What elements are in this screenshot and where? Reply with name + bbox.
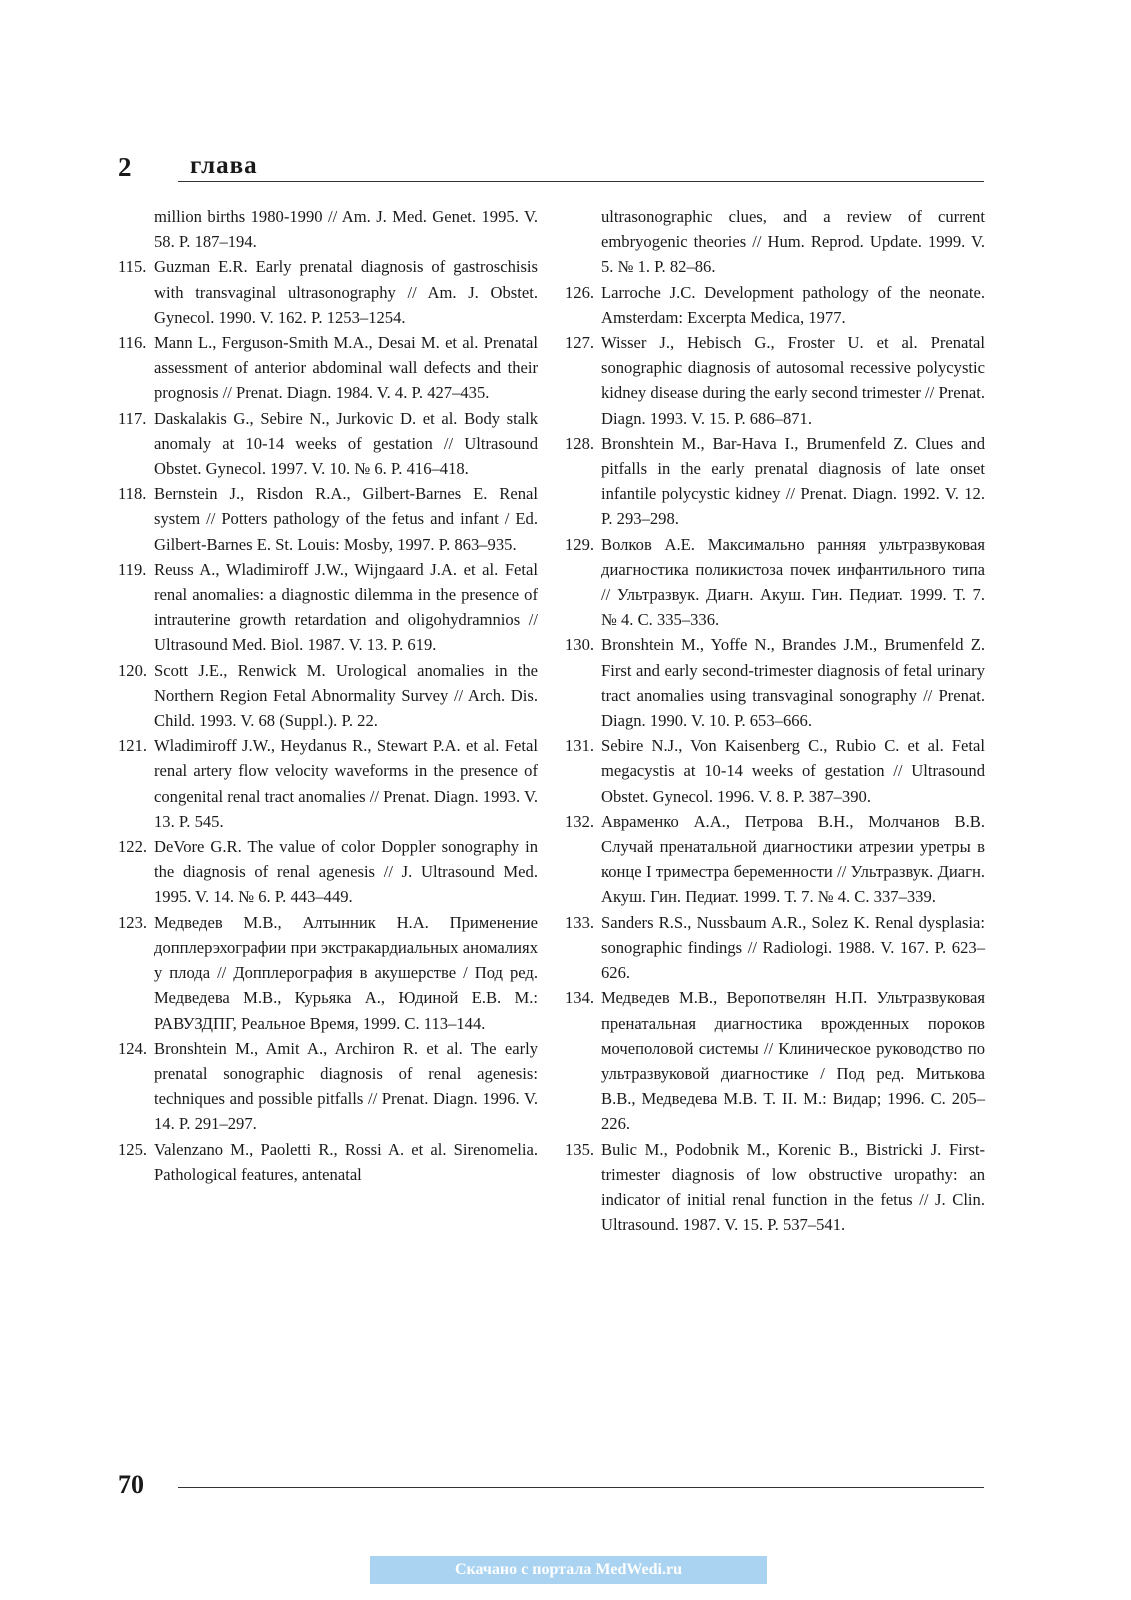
reference-text: DeVore G.R. The value of color Doppler sonography in the diagnosis of renal agenesis // J. Ultrasound Med. 1995. V. 14. № 6. P. 443–449. bbox=[154, 837, 538, 907]
reference-text: ultrasonographic clues, and a review of current embryogenic theories // Hum. Reprod. Update. 1999. V. 5. № 1. P. 82–86. bbox=[601, 207, 985, 277]
reference-text: Медведев М.В., Алтынник Н.А. Применение допплерэхографии при экстракардиальных аномалиях у плода // Допплерография в акушерстве / Под ред. Медведева М.В., Курьяка А., Юдиной Е.В. М.: РАВУЗДПГ, Реальное Время, 1999. С. 113–144. bbox=[154, 912, 538, 1033]
reference-text: Медведев М.В., Веропотвелян Н.П. Ультразвуковая пренатальная диагностика врожденных пороков мочеполовой системы // Клиническое руководство по ультразвуковой диагностике / Под ред. Митькова В.В., Медведева М.В. Т. II. М.: Видар; 1996. С. 205–226. bbox=[601, 988, 985, 1134]
reference-entry bbox=[118, 1036, 538, 1137]
reference-entry bbox=[118, 254, 538, 330]
reference-entry bbox=[118, 557, 538, 658]
reference-entry bbox=[565, 632, 985, 733]
reference-text: Bronshtein M., Amit A., Archiron R. et al. The early prenatal sonographic diagnosis of renal agenesis: techniques and possible pitfalls // Prenat. Diagn. 1996. V. 14. P. 291–297. bbox=[154, 1038, 538, 1134]
reference-number: 126. bbox=[565, 282, 595, 302]
reference-entry bbox=[118, 204, 538, 254]
reference-number: 120. bbox=[118, 660, 148, 680]
reference-entry bbox=[565, 985, 985, 1136]
reference-text: Волков А.Е. Максимально ранняя ультразвуковая диагностика поликистоза почек инфантильного типа // Ультразвук. Диагн. Акуш. Гин. Педиат. 1999. Т. 7. № 4. С. 335–336. bbox=[601, 534, 985, 630]
reference-number: 121. bbox=[118, 736, 148, 756]
reference-entry bbox=[118, 910, 538, 1036]
reference-text: Wladimiroff J.W., Heydanus R., Stewart P.A. et al. Fetal renal artery flow velocity waveforms in the presence of congenital renal tract anomalies // Prenat. Diagn. 1993. V. 13. P. 545. bbox=[154, 736, 538, 831]
reference-text: Larroche J.C. Development pathology of the neonate. Amsterdam: Excerpta Medica, 1977. bbox=[601, 282, 985, 327]
reference-text: Guzman E.R. Early prenatal diagnosis of gastroschisis with transvaginal ultrasonography // Am. J. Obstet. Gynecol. 1990. V. 162. P. 1253–1254. bbox=[154, 257, 538, 327]
header-rule bbox=[178, 181, 984, 182]
reference-text: Scott J.E., Renwick M. Urological anomalies in the Northern Region Fetal Abnormality Survey // Arch. Dis. Child. 1993. V. 68 (Suppl.). P. 22. bbox=[154, 660, 538, 731]
reference-entry bbox=[118, 330, 538, 406]
page-header bbox=[118, 152, 984, 186]
reference-entry bbox=[118, 1137, 538, 1187]
reference-text: Reuss A., Wladimiroff J.W., Wijngaard J.A. et al. Fetal renal anomalies: a diagnostic dilemma in the presence of intrauterine growth retardation and oligohydramnios // Ultrasound Med. Biol. 1987. V. 13. P. 619. bbox=[154, 559, 538, 655]
reference-number: 117. bbox=[118, 408, 147, 428]
reference-entry bbox=[565, 809, 985, 910]
page-number: 70 bbox=[118, 1470, 144, 1499]
reference-entry bbox=[118, 406, 538, 482]
reference-text: Авраменко А.А., Петрова В.Н., Молчанов В.В. Случай пренатальной диагностики атрезии уретры в конце I триместра беременности // Ультразвук. Диагн. Акуш. Гин. Педиат. 1999. Т. 7. № 4. С. 337–339. bbox=[601, 811, 985, 907]
reference-text: Bronshtein M., Bar-Hava I., Brumenfeld Z. Clues and pitfalls in the early prenatal diagnosis of late onset infantile polycystic kidney // Prenat. Diagn. 1992. V. 12. P. 293–298. bbox=[601, 433, 985, 529]
reference-number: 123. bbox=[118, 912, 148, 932]
reference-number: 133. bbox=[565, 912, 595, 932]
reference-entry bbox=[565, 431, 985, 532]
reference-number: 119. bbox=[118, 559, 147, 579]
reference-text: Bulic M., Podobnik M., Korenic B., Bistricki J. First-trimester diagnosis of low obstructive uropathy: an indicator of initial renal function in the fetus // J. Clin. Ultrasound. 1987. V. 15. P. 537–541. bbox=[601, 1139, 985, 1235]
reference-entry bbox=[565, 204, 985, 280]
reference-number: 115. bbox=[118, 257, 147, 277]
chapter-number: 2 bbox=[118, 152, 132, 182]
footer-rule bbox=[178, 1487, 984, 1488]
chapter-label: глава bbox=[190, 152, 258, 179]
reference-number: 122. bbox=[118, 837, 148, 857]
reference-text: Sanders R.S., Nussbaum A.R., Solez K. Renal dysplasia: sonographic findings // Radiologi. 1988. V. 167. P. 623–626. bbox=[601, 912, 985, 983]
reference-text: Daskalakis G., Sebire N., Jurkovic D. et al. Body stalk anomaly at 10-14 weeks of gestation // Ultrasound Obstet. Gynecol. 1997. V. 10. № 6. P. 416–418. bbox=[154, 408, 538, 479]
reference-number: 116. bbox=[118, 333, 147, 353]
reference-number: 135. bbox=[565, 1139, 595, 1159]
reference-entry bbox=[118, 733, 538, 834]
reference-text: Wisser J., Hebisch G., Froster U. et al. Prenatal sonographic diagnosis of autosomal recessive polycystic kidney disease during the early second trimester // Prenat. Diagn. 1993. V. 15. P. 686–871. bbox=[601, 333, 985, 428]
reference-entry bbox=[565, 733, 985, 809]
reference-entry bbox=[118, 834, 538, 910]
reference-number: 118. bbox=[118, 484, 147, 504]
reference-entry bbox=[565, 910, 985, 986]
reference-number: 132. bbox=[565, 811, 595, 831]
reference-column-right bbox=[565, 204, 985, 1237]
reference-text: Sebire N.J., Von Kaisenberg C., Rubio C. et al. Fetal megacystis at 10-14 weeks of gestation // Ultrasound Obstet. Gynecol. 1996. V. 8. P. 387–390. bbox=[601, 736, 985, 806]
reference-entry bbox=[118, 658, 538, 734]
reference-entry bbox=[565, 330, 985, 431]
reference-text: million births 1980-1990 // Am. J. Med. Genet. 1995. V. 58. P. 187–194. bbox=[154, 207, 538, 252]
page-footer bbox=[118, 1470, 984, 1506]
reference-number: 130. bbox=[565, 635, 595, 655]
reference-text: Mann L., Ferguson-Smith M.A., Desai M. et al. Prenatal assessment of anterior abdominal wall defects and their prognosis // Prenat. Diagn. 1984. V. 4. P. 427–435. bbox=[154, 333, 538, 403]
reference-text: Bernstein J., Risdon R.A., Gilbert-Barnes E. Renal system // Potters pathology of the fetus and infant / Ed. Gilbert-Barnes E. St. Louis: Mosby, 1997. P. 863–935. bbox=[154, 484, 538, 554]
reference-text: Valenzano M., Paoletti R., Rossi A. et al. Sirenomelia. Pathological features, antenatal bbox=[154, 1139, 538, 1184]
reference-column-left bbox=[118, 204, 538, 1187]
reference-number: 124. bbox=[118, 1038, 148, 1058]
reference-entry bbox=[118, 481, 538, 557]
reference-number: 134. bbox=[565, 988, 595, 1008]
reference-number: 131. bbox=[565, 736, 595, 756]
reference-number: 128. bbox=[565, 433, 595, 453]
reference-number: 129. bbox=[565, 534, 595, 554]
reference-entry bbox=[565, 280, 985, 330]
reference-number: 127. bbox=[565, 333, 595, 353]
reference-number: 125. bbox=[118, 1139, 148, 1159]
reference-entry bbox=[565, 1137, 985, 1238]
reference-text: Bronshtein M., Yoffe N., Brandes J.M., Brumenfeld Z. First and early second-trimester diagnosis of fetal urinary tract anomalies using transvaginal sonography // Prenat. Diagn. 1990. V. 10. P. 653–666. bbox=[601, 635, 985, 731]
watermark-banner: Скачано с портала MedWedi.ru bbox=[370, 1556, 767, 1584]
reference-entry bbox=[565, 532, 985, 633]
